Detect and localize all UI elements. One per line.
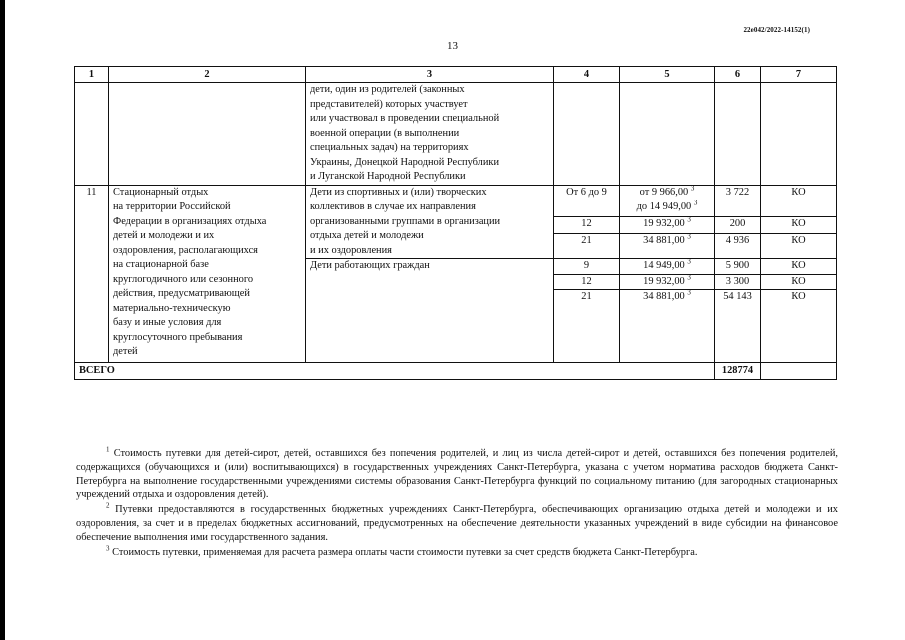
voucher-cost: 14 949,00 $^3$ [620, 259, 715, 275]
page-number: 13 [447, 40, 458, 52]
column-number: 4 [554, 67, 620, 83]
duration-days: От 6 до 9 [554, 185, 620, 217]
voucher-cost: от 9 966,00 $^3$ до 14 949,00 $^3$ [620, 185, 715, 217]
voucher-cost: 19 932,00 $^3$ [620, 274, 715, 290]
total-label: ВСЕГО [75, 363, 715, 380]
duration-days: 9 [554, 259, 620, 275]
column-number: 5 [620, 67, 715, 83]
voucher-count: 4 936 [715, 233, 761, 258]
org-type: КО [761, 185, 837, 217]
voucher-count: 3 300 [715, 274, 761, 290]
org-type: КО [761, 259, 837, 275]
category-description: Дети работающих граждан [306, 259, 554, 363]
footnote: $^3$ Стоимость путевки, применяемая для расчета размера оплаты части стоимости путевки за счет средств бюджета Санкт-Петербурга. [106, 544, 698, 558]
column-number: 2 [109, 67, 306, 83]
voucher-count: 5 900 [715, 259, 761, 275]
category-description: Дети из спортивных и (или) творческих коллективов в случае их направления организованными группами в организации отдыха детей и молодежи и их оздоровления [306, 185, 554, 259]
column-number-row [75, 67, 837, 83]
footnotes [76, 447, 838, 560]
org-type: КО [761, 290, 837, 363]
footnote: $^2$ Путевки предоставляются в государственных бюджетных учреждениях Санкт-Петербурга, обеспечивающих организацию отдыха детей и молодежи и их оздоровления, за счет и в пределах бюджетных ассигнований, предусмотренных на обеспечение деятельности указанных учреждений в виде субсидии на финансовое обеспечение выполнения ими государственного задания. [76, 501, 838, 543]
duration-days: 12 [554, 217, 620, 234]
org-type: КО [761, 274, 837, 290]
voucher-cost: 34 881,00 $^3$ [620, 290, 715, 363]
row-number: 11 [75, 185, 109, 363]
voucher-count: 200 [715, 217, 761, 234]
rest-type-description: Стационарный отдых на территории Российской Федерации в организациях отдыха детей и молодежи и их оздоровления, располагающихся на стационарной базе круглогодичного или сезонного действия, предусматривающей материально-техническую базу и иные условия для круглосуточного пребывания детей [109, 185, 306, 363]
duration-days: 21 [554, 233, 620, 258]
continuation-row [75, 83, 837, 186]
org-type: КО [761, 217, 837, 234]
column-number: 3 [306, 67, 554, 83]
voucher-count: 3 722 [715, 185, 761, 217]
column-number: 7 [761, 67, 837, 83]
voucher-cost: 19 932,00 $^3$ [620, 217, 715, 234]
continuation-description: дети, один из родителей (законных представителей) которых участвует или участвовал в проведении специальной военной операции (в выполнении специальных задач) на территориях Украины, Донецкой Народной Республики и Луганской Народной Республики [306, 83, 554, 186]
org-type: КО [761, 233, 837, 258]
scan-edge [0, 0, 5, 640]
column-number: 1 [75, 67, 109, 83]
footnote: $^1$ Стоимость путевки для детей-сирот, детей, оставшихся без попечения родителей, и лиц из числа детей-сирот и детей, оставшихся без попечения родителей, содержащихся (обучающихся и (или) воспитывающихся) в государственных учреждениях Санкт-Петербурга, указана с учетом норматива расходов бюджета Санкт-Петербурга на выполнение государственными учреждениями системы образования Санкт-Петербурга функций по социальному питанию (для загородных стационарных учреждений отдыха и оздоровления детей). [76, 445, 838, 501]
table-row [75, 185, 837, 217]
document-number: 22e042/2022-14152(1) [743, 26, 810, 34]
allocation-table [74, 66, 837, 380]
duration-days: 21 [554, 290, 620, 363]
voucher-cost: 34 881,00 $^3$ [620, 233, 715, 258]
total-value: 128774 [715, 363, 761, 380]
column-number: 6 [715, 67, 761, 83]
duration-days: 12 [554, 274, 620, 290]
total-row [75, 363, 837, 380]
voucher-count: 54 143 [715, 290, 761, 363]
